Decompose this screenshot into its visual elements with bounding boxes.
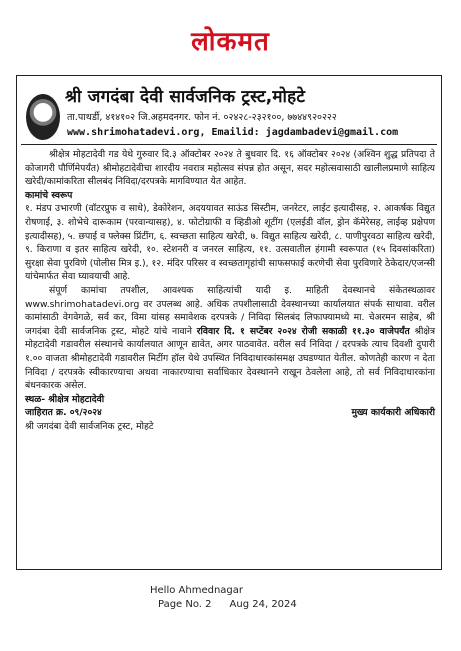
details-text-end: श्रीक्षेत्र मोहटादेवी गडावरील संस्थानचे कार्यालयात आणून द्यावेत, अगर पाठवावेत. वरील सर्व निविदा / दरपत्रके त्याच दिवशी दुपारी १.०० वाजता श्रीमोहटादेवी गडावरील मिटींग हॉल येथे उपस्थित निविदाधारकांसमक्ष उघडण्यात येतील. कोणतेही कारण न देता निविदा / दरपत्रके स्वीकारण्याचा अथवा नाकारण्याचा सर्वाधिकार देवस्थानने राखून ठेवलेला आहे, तो सर्व निविदाधारकांना बंधनकारक असेल. xyxy=(25,325,436,392)
publish-date: Aug 24, 2024 xyxy=(229,599,297,610)
ad-number: जाहिरात क्र. ०९/२०२४ xyxy=(25,407,102,419)
signature-row xyxy=(25,406,435,420)
website-link: www.shrimohatadevi.org xyxy=(25,298,140,310)
place: स्थळ- श्रीक्षेत्र मोहटादेवी xyxy=(25,393,105,405)
details-paragraph xyxy=(25,284,435,393)
intro-paragraph: श्रीक्षेत्र मोहटादेवी गड येथे गुरुवार दि.३ ऑक्टोबर २०२४ ते बुधवार दि. १६ ऑक्टोबर २०२४ (अश्विन शुद्ध प्रतिपदा ते कोजागरी पौर्णिमेपर्यंत) श्रीमोहटादेवीचा शारदीय नवरात्र महोत्सव संपन्न होत असून, सदर महोत्सवासाठी खालीलप्रमाणे साहित्य खरेदी/कामांकरिता सीलबंद निविदा/दरपत्रके मागविण्यात येत आहेत. xyxy=(25,149,435,188)
signatory: श्री जगदंबा देवी सार्वजनिक ट्रस्ट, मोहटे xyxy=(25,420,154,432)
edition-name: Hello Ahmednagar xyxy=(150,585,243,596)
deadline: रविवार दि. १ सप्टेंबर २०२४ रोजी सकाळी ११.३० वाजेपर्यंत xyxy=(196,325,410,337)
page-info xyxy=(150,598,297,612)
website-email: www.shrimohatadevi.org, Emailid: jagdambadevi@gmail.com xyxy=(67,127,399,138)
newspaper-logo: लोकमत xyxy=(191,27,270,57)
tender-notice xyxy=(16,75,442,570)
details-text-mid: वर उपलब्ध आहे. अधिक तपशीलासाठी देवस्थानच्या कार्यालयात संपर्क साधावा. वरील कामांसाठी वेगवेगळे, सर्व कर, विमा यांसह समावेशक दरपत्रके / निविदा सिलबंद लिफाफ्यामध्ये मा. चेअरमन साहेब, श्री जगदंबा देवी सार्वजनिक ट्रस्ट, मोहटे यांचे नावाने xyxy=(25,298,436,337)
divider xyxy=(21,144,437,145)
officer-title: मुख्य कार्यकारी अधिकारी xyxy=(351,407,435,419)
details-text-start: संपूर्ण कामांचा तपशील, आवश्यक साहित्यांची यादी इ. माहिती देवस्थानचे संकेतस्थळावर xyxy=(49,284,435,296)
page-number: Page No. 2 xyxy=(158,599,212,610)
works-list: १. मंडप उभारणी (वॉटरप्रुफ व साधे), डेकोरेशन, अदययावत साऊंड सिस्टीम, जनरेटर, लाईट इत्यादीसह, २. आकर्षक विद्युत रोषणाई, ३. शोभेचे दारूकाम (परवान्यासह), ४. फोटोग्राफी व व्हिडीओ शूटींग (एलईडी वॉल, ड्रोन कॅमेरेसह, लाईव्ह प्रक्षेपण इत्यादीसह), ५. छपाई व फ्लेक्स प्रिंटींग, ६. स्वच्छता साहित्य खरेदी, ७. विद्युत साहित्य खरेदी, ८. पाणीपुरवठा साहित्य खरेदी, ९. किराणा व इतर साहित्य खरेदी, १०. स्टेशनरी व जनरल साहित्य, ११. उत्सवातील हंगामी स्वरूपात (१५ दिवसांकरिता) सुरक्षा सेवा पुरविणे (पोलीस मित्र इ.), १२. मंदिर परिसर व स्वच्छतागृहांची साफसफाई करणेची सेवा पुरविणारे ठेकेदार/एजन्सी यांचेमार्फत सेवा घ्यावयाची आहे. xyxy=(25,203,435,283)
trust-name: श्री जगदंबा देवी सार्वजनिक ट्रस्ट,मोहटे xyxy=(65,87,306,107)
footer xyxy=(150,584,297,612)
notice-body xyxy=(25,148,435,433)
trust-address: ता.पाथर्डी, ४१४१०२ जि.अहमदनगर. फोन नं. ०२४२८-२३२१००, ७७४४९२०२२२ xyxy=(67,112,337,123)
section-heading: कामांचे स्वरूप xyxy=(25,189,73,201)
deity-emblem-icon xyxy=(26,94,60,140)
